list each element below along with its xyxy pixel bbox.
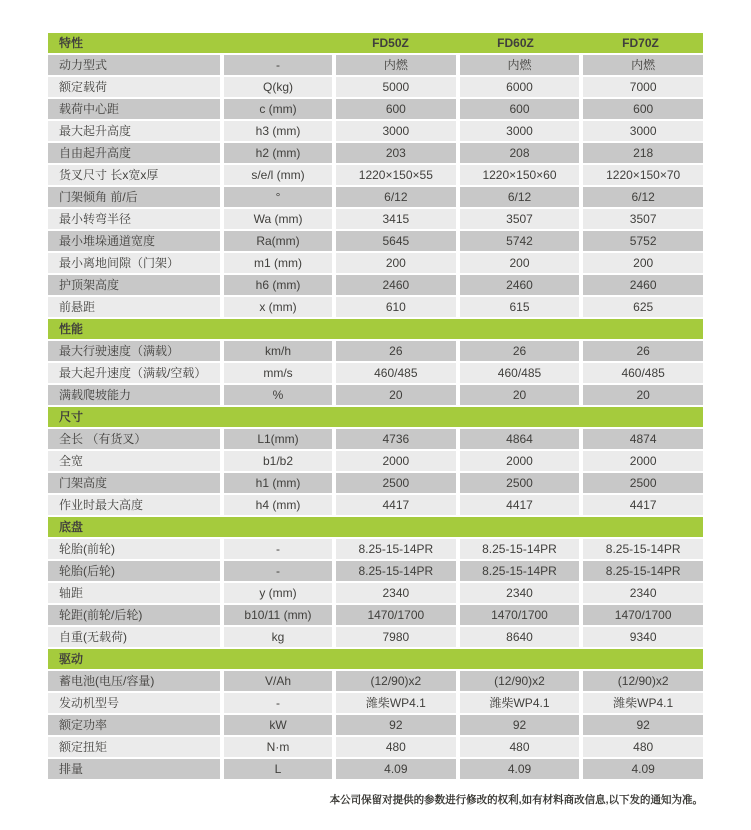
spec-row [48,363,703,383]
spec-value-cell: 26 [336,341,456,361]
spec-unit-cell: Wa (mm) [224,209,332,229]
spec-row [48,429,703,449]
spec-value-cell: 200 [583,253,703,273]
spec-label-cell: 动力型式 [48,55,220,75]
spec-value-cell: 6/12 [336,187,456,207]
spec-value-cell: 4874 [583,429,703,449]
spec-unit-cell: Ra(mm) [224,231,332,251]
spec-value-cell: 3000 [583,121,703,141]
spec-value-cell: 2460 [583,275,703,295]
spec-row [48,187,703,207]
spec-label-cell: 最小离地间隙（门架） [48,253,220,273]
spec-value-cell: 4736 [336,429,456,449]
spec-row [48,671,703,691]
spec-unit-cell: % [224,385,332,405]
spec-label-cell: 满载爬坡能力 [48,385,220,405]
header-feature-label: 特性 [59,36,84,50]
spec-unit-cell: kg [224,627,332,647]
section-header [48,517,703,537]
spec-value-cell: 3507 [583,209,703,229]
spec-label-cell: 发动机型号 [48,693,220,713]
spec-label-cell: 额定功率 [48,715,220,735]
header-unit-spacer [220,33,328,53]
spec-value-cell: 20 [460,385,580,405]
spec-unit-cell: y (mm) [224,583,332,603]
spec-value-cell: 2000 [583,451,703,471]
spec-value-cell: 3415 [336,209,456,229]
spec-row [48,627,703,647]
spec-value-cell: 3507 [460,209,580,229]
spec-value-cell: 6/12 [460,187,580,207]
spec-label-cell: 载荷中心距 [48,99,220,119]
spec-value-cell: 7980 [336,627,456,647]
spec-label-cell: 最大行驶速度（满载） [48,341,220,361]
spec-row [48,143,703,163]
spec-unit-cell: V/Ah [224,671,332,691]
spec-value-cell: 6000 [460,77,580,97]
spec-row [48,605,703,625]
spec-row [48,495,703,515]
spec-value-cell: 2340 [583,583,703,603]
spec-value-cell: 5645 [336,231,456,251]
spec-unit-cell: ° [224,187,332,207]
spec-value-cell: 2000 [460,451,580,471]
spec-unit-cell: h2 (mm) [224,143,332,163]
spec-row [48,77,703,97]
spec-label-cell: 最大起升速度（满载/空载） [48,363,220,383]
spec-value-cell: 2460 [336,275,456,295]
spec-table-body [48,55,703,779]
spec-value-cell: 5752 [583,231,703,251]
spec-row [48,737,703,757]
spec-value-cell: 4.09 [583,759,703,779]
spec-label-cell: 全长 （有货叉） [48,429,220,449]
spec-value-cell: 5000 [336,77,456,97]
spec-value-cell: 3000 [336,121,456,141]
spec-value-cell: 2500 [583,473,703,493]
spec-unit-cell: - [224,693,332,713]
spec-row [48,451,703,471]
spec-label-cell: 轮胎(后轮) [48,561,220,581]
spec-row [48,341,703,361]
spec-value-cell: 615 [460,297,580,317]
spec-label-cell: 最大起升高度 [48,121,220,141]
spec-value-cell: 2340 [460,583,580,603]
spec-value-cell: 2500 [336,473,456,493]
spec-value-cell: 3000 [460,121,580,141]
spec-row [48,583,703,603]
spec-value-cell: 4417 [460,495,580,515]
spec-value-cell: 潍柴WP4.1 [583,693,703,713]
spec-value-cell: (12/90)x2 [583,671,703,691]
spec-row [48,275,703,295]
footer-disclaimer: 本公司保留对提供的参数进行修改的权利,如有材料商改信息,以下发的通知为准。 [329,794,703,806]
spec-value-cell: 218 [583,143,703,163]
spec-value-cell: 9340 [583,627,703,647]
spec-value-cell: 480 [336,737,456,757]
spec-row [48,231,703,251]
spec-value-cell: 480 [460,737,580,757]
spec-value-cell: 4.09 [460,759,580,779]
spec-row [48,473,703,493]
spec-value-cell: 26 [583,341,703,361]
table-header-row [48,33,703,53]
spec-unit-cell: b10/11 (mm) [224,605,332,625]
spec-unit-cell: L1(mm) [224,429,332,449]
spec-row [48,759,703,779]
header-model-fd50z: FD50Z [372,36,409,50]
spec-label-cell: 最小转弯半径 [48,209,220,229]
spec-unit-cell: - [224,55,332,75]
spec-label-cell: 额定扭矩 [48,737,220,757]
spec-label-cell: 自重(无载荷) [48,627,220,647]
spec-value-cell: 600 [336,99,456,119]
spec-value-cell: 610 [336,297,456,317]
spec-label-cell: 作业时最大高度 [48,495,220,515]
spec-value-cell: 内燃 [336,55,456,75]
spec-value-cell: 8.25-15-14PR [336,561,456,581]
section-title: 尺寸 [59,410,84,424]
spec-value-cell: 26 [460,341,580,361]
section-title: 性能 [59,322,84,336]
spec-value-cell: (12/90)x2 [460,671,580,691]
spec-row [48,165,703,185]
section-title: 驱动 [59,652,84,666]
header-model-fd70z: FD70Z [622,36,659,50]
spec-unit-cell: h1 (mm) [224,473,332,493]
forklift-spec-table [48,33,703,781]
spec-row [48,99,703,119]
spec-value-cell: 2340 [336,583,456,603]
spec-unit-cell: kW [224,715,332,735]
spec-value-cell: 1220×150×70 [583,165,703,185]
spec-label-cell: 轮胎(前轮) [48,539,220,559]
spec-row [48,715,703,735]
spec-unit-cell: b1/b2 [224,451,332,471]
spec-unit-cell: N·m [224,737,332,757]
spec-label-cell: 最小堆垛通道宽度 [48,231,220,251]
spec-unit-cell: h6 (mm) [224,275,332,295]
spec-unit-cell: km/h [224,341,332,361]
spec-value-cell: 208 [460,143,580,163]
spec-row [48,253,703,273]
spec-row [48,121,703,141]
spec-value-cell: 潍柴WP4.1 [336,693,456,713]
spec-unit-cell: s/e/l (mm) [224,165,332,185]
spec-value-cell: 8.25-15-14PR [460,539,580,559]
section-header [48,649,703,669]
spec-value-cell: (12/90)x2 [336,671,456,691]
spec-value-cell: 460/485 [460,363,580,383]
spec-row [48,561,703,581]
spec-label-cell: 护顶架高度 [48,275,220,295]
spec-row [48,55,703,75]
spec-label-cell: 前悬距 [48,297,220,317]
spec-value-cell: 92 [583,715,703,735]
spec-value-cell: 92 [336,715,456,735]
spec-unit-cell: - [224,561,332,581]
spec-value-cell: 600 [583,99,703,119]
spec-label-cell: 额定载荷 [48,77,220,97]
spec-label-cell: 全宽 [48,451,220,471]
spec-value-cell: 200 [460,253,580,273]
spec-unit-cell: L [224,759,332,779]
spec-value-cell: 1470/1700 [460,605,580,625]
spec-value-cell: 460/485 [583,363,703,383]
spec-row [48,693,703,713]
spec-value-cell: 460/485 [336,363,456,383]
spec-value-cell: 4417 [336,495,456,515]
spec-value-cell: 8.25-15-14PR [336,539,456,559]
spec-value-cell: 7000 [583,77,703,97]
spec-value-cell: 200 [336,253,456,273]
spec-value-cell: 内燃 [583,55,703,75]
spec-label-cell: 轴距 [48,583,220,603]
spec-value-cell: 1470/1700 [336,605,456,625]
spec-row [48,297,703,317]
spec-row [48,385,703,405]
spec-value-cell: 1220×150×55 [336,165,456,185]
spec-value-cell: 92 [460,715,580,735]
section-header [48,319,703,339]
spec-label-cell: 货叉尺寸 长x宽x厚 [48,165,220,185]
spec-label-cell: 自由起升高度 [48,143,220,163]
spec-value-cell: 1470/1700 [583,605,703,625]
spec-value-cell: 4864 [460,429,580,449]
spec-unit-cell: Q(kg) [224,77,332,97]
spec-value-cell: 4417 [583,495,703,515]
spec-value-cell: 480 [583,737,703,757]
spec-value-cell: 潍柴WP4.1 [460,693,580,713]
spec-unit-cell: mm/s [224,363,332,383]
spec-unit-cell: m1 (mm) [224,253,332,273]
spec-label-cell: 轮距(前轮/后轮) [48,605,220,625]
spec-value-cell: 2460 [460,275,580,295]
spec-row [48,539,703,559]
spec-unit-cell: c (mm) [224,99,332,119]
header-model-fd60z: FD60Z [497,36,534,50]
spec-value-cell: 20 [583,385,703,405]
spec-value-cell: 600 [460,99,580,119]
spec-value-cell: 8.25-15-14PR [460,561,580,581]
spec-label-cell: 门架倾角 前/后 [48,187,220,207]
spec-value-cell: 内燃 [460,55,580,75]
spec-label-cell: 门架高度 [48,473,220,493]
spec-row [48,209,703,229]
spec-unit-cell: h3 (mm) [224,121,332,141]
spec-value-cell: 8640 [460,627,580,647]
spec-value-cell: 625 [583,297,703,317]
spec-value-cell: 1220×150×60 [460,165,580,185]
spec-value-cell: 20 [336,385,456,405]
section-title: 底盘 [59,520,84,534]
section-header [48,407,703,427]
spec-unit-cell: - [224,539,332,559]
spec-value-cell: 2500 [460,473,580,493]
spec-label-cell: 排量 [48,759,220,779]
spec-value-cell: 6/12 [583,187,703,207]
spec-value-cell: 2000 [336,451,456,471]
spec-value-cell: 8.25-15-14PR [583,539,703,559]
spec-value-cell: 203 [336,143,456,163]
spec-value-cell: 8.25-15-14PR [583,561,703,581]
spec-unit-cell: h4 (mm) [224,495,332,515]
spec-label-cell: 蓄电池(电压/容量) [48,671,220,691]
spec-value-cell: 4.09 [336,759,456,779]
spec-unit-cell: x (mm) [224,297,332,317]
spec-value-cell: 5742 [460,231,580,251]
